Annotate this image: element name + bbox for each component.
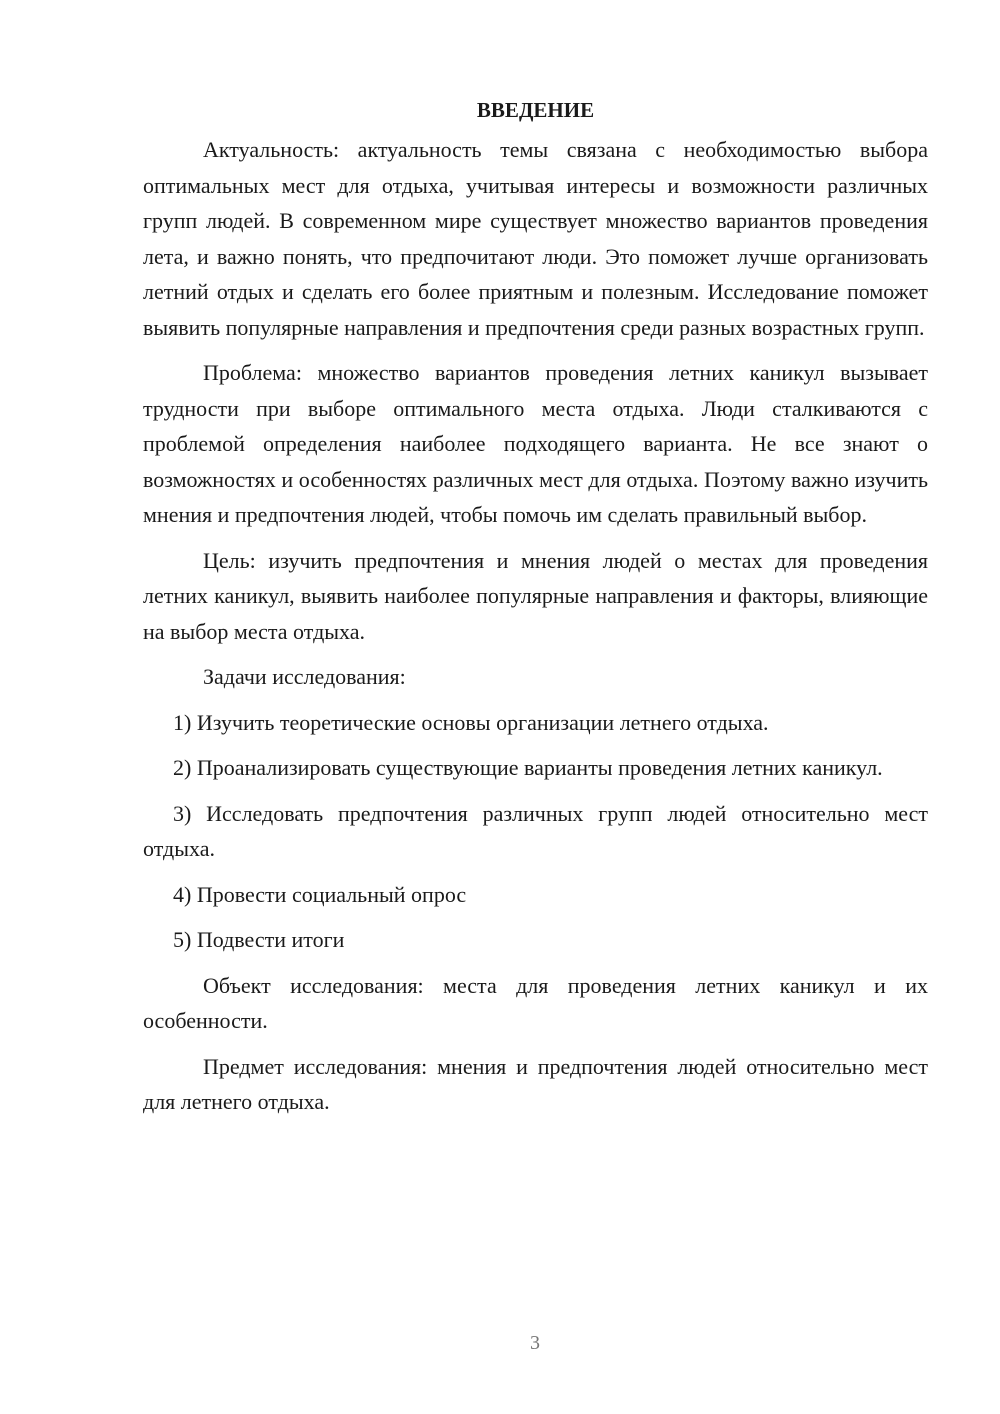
list-item: 3) Исследовать предпочтения различных групп людей относительно мест отдыха.	[143, 800, 928, 861]
document-page	[143, 92, 928, 1130]
list-item: 2) Проанализировать существующие варианты проведения летних каникул.	[173, 755, 883, 780]
problem-paragraph: Проблема: множество вариантов проведения летних каникул вызывает трудности при выборе оптимального места отдыха. Люди сталкиваются с проблемой определения наиболее подходящего варианта. Не все знают о возможностях и особенностях различных мест для отдыха. Поэтому важно изучить мнения и предпочтения людей, чтобы помочь им сделать правильный выбор.	[143, 360, 928, 527]
page-number: 3	[530, 1332, 540, 1354]
list-item: 1) Изучить теоретические основы организации летнего отдыха.	[173, 709, 769, 735]
list-item: 5) Подвести итоги	[173, 927, 345, 952]
section-heading: ВВЕДЕНИЕ	[476, 98, 595, 122]
relevance-paragraph: Актуальность: актуальность темы связана с необходимостью выбора оптимальных мест для отдыха, учитывая интересы и возможности различных групп людей. В современном мире существует множество вариантов проведения лета, и важно понять, что предпочитают люди. Это поможет лучше организовать летний отдых и сделать его более приятным и полезным. Исследование поможет выявить популярные направления и предпочтения среди разных возрастных групп.	[143, 137, 928, 340]
object-paragraph: Объект исследования: места для проведения летних каникул и их особенности.	[143, 972, 928, 1033]
tasks-list	[143, 705, 928, 958]
tasks-title: Задачи исследования:	[203, 664, 406, 689]
list-item: 4) Провести социальный опрос	[173, 881, 467, 907]
goal-paragraph: Цель: изучить предпочтения и мнения людей о местах для проведения летних каникул, выявить наиболее популярные направления и факторы, влияющие на выбор места отдыха.	[143, 547, 928, 644]
subject-paragraph: Предмет исследования: мнения и предпочтения людей относительно мест для летнего отдыха.	[143, 1053, 928, 1114]
